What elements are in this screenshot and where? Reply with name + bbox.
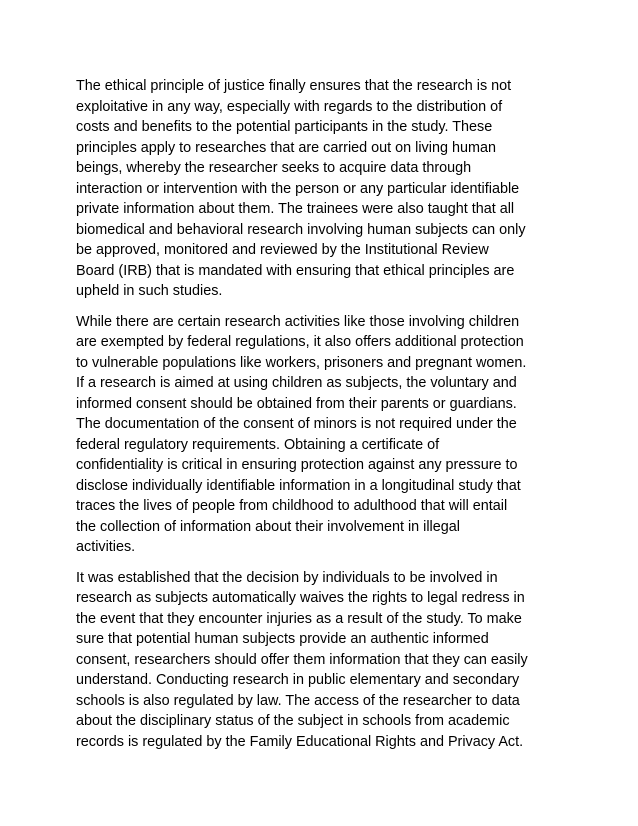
- paragraph-line: While there are certain research activities like those involving children: [76, 313, 520, 330]
- paragraph-line: about the disciplinary status of the subject in schools from academic: [76, 713, 510, 729]
- paragraph-line: The ethical principle of justice finally ensures that the research is not: [76, 78, 512, 94]
- paragraph-line: activities.: [76, 539, 136, 555]
- paragraph-line: to vulnerable populations like workers, prisoners and pregnant women.: [76, 354, 527, 371]
- paragraph-line: be approved, monitored and reviewed by the Institutional Review: [76, 242, 489, 258]
- paragraph-justice: [76, 76, 576, 302]
- paragraph-line: If a research is aimed at using children as subjects, the voluntary and: [76, 375, 517, 391]
- paragraph-line: confidentiality is critical in ensuring protection against any pressure to: [76, 457, 518, 473]
- paragraph-line: The documentation of the consent of minors is not required under the: [76, 416, 517, 432]
- paragraph-line: the collection of information about their involvement in illegal: [76, 518, 460, 535]
- paragraph-line: interaction or intervention with the person or any particular identifiable: [76, 180, 520, 197]
- paragraph-line: disclose individually identifiable information in a longitudinal study that: [76, 477, 521, 494]
- paragraph-line: exploitative in any way, especially with regards to the distribution of: [76, 98, 503, 115]
- paragraph-line: are exempted by federal regulations, it also offers additional protection: [76, 334, 524, 350]
- paragraph-line: private information about them. The trainees were also taught that all: [76, 201, 515, 217]
- paragraph-line: schools is also regulated by law. The access of the researcher to data: [76, 692, 520, 709]
- paragraph-line: sure that potential human subjects provide an authentic informed: [76, 631, 489, 647]
- paragraph-consent: [76, 568, 576, 753]
- paragraph-line: records is regulated by the Family Educational Rights and Privacy Act.: [76, 733, 524, 750]
- paragraph-line: beings, whereby the researcher seeks to acquire data through: [76, 160, 472, 176]
- paragraph-line: principles apply to researches that are carried out on living human: [76, 139, 496, 156]
- paragraph-line: consent, researchers should offer them information that they can easily: [76, 651, 528, 668]
- paragraph-line: biomedical and behavioral research involving human subjects can only: [76, 221, 526, 238]
- paragraph-line: federal regulatory requirements. Obtaining a certificate of: [76, 436, 440, 453]
- paragraph-line: It was established that the decision by individuals to be involved in: [76, 569, 498, 586]
- paragraph-line: upheld in such studies.: [76, 283, 223, 299]
- paragraph-line: costs and benefits to the potential participants in the study. These: [76, 119, 493, 135]
- paragraph-line: Board (IRB) that is mandated with ensuring that ethical principles are: [76, 262, 515, 279]
- paragraph-line: research as subjects automatically waives the rights to legal redress in: [76, 590, 525, 606]
- paragraph-line: traces the lives of people from childhood to adulthood that will entail: [76, 498, 508, 514]
- paragraph-line: understand. Conducting research in public elementary and secondary: [76, 672, 520, 688]
- paragraph-line: the event that they encounter injuries as a result of the study. To make: [76, 610, 522, 627]
- paragraph-exemptions: [76, 312, 576, 558]
- paragraph-line: informed consent should be obtained from their parents or guardians.: [76, 395, 517, 412]
- document-body: [76, 76, 576, 762]
